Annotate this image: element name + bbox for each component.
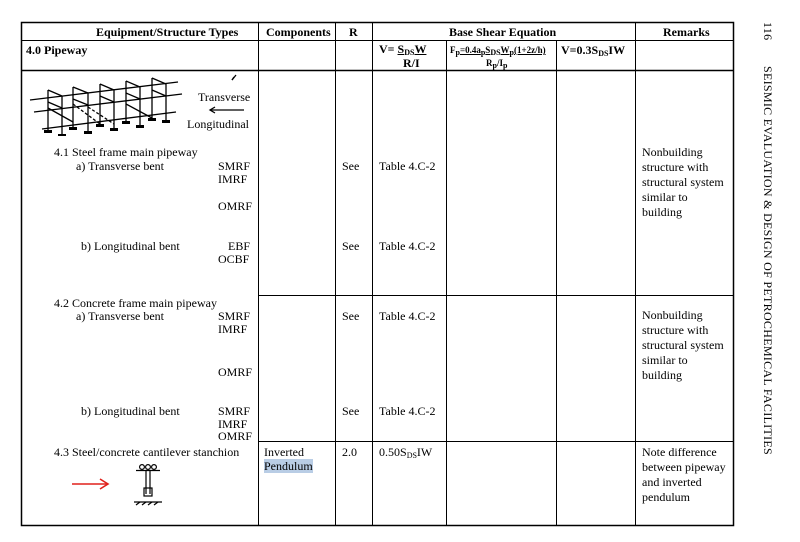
s42-title: 4.2 Concrete frame main pipeway xyxy=(54,296,217,310)
s42-r-b: See xyxy=(342,404,360,418)
equation-fp-denominator: Rp/Ip xyxy=(486,58,508,70)
section-title: 4.0 Pipeway xyxy=(26,43,88,57)
s41-r-b: See xyxy=(342,239,360,253)
s42-remark: Nonbuilding structure with structural system similar to building xyxy=(642,308,724,382)
stanchion-illustration xyxy=(66,458,166,514)
s41-ref-b: Table 4.C-2 xyxy=(379,239,436,253)
s42-longitudinal-bent: b) Longitudinal bent xyxy=(81,404,180,418)
s43-remark: Note difference between pipeway and inverted pendulum xyxy=(642,445,726,504)
s43-r-value: 2.0 xyxy=(342,445,357,459)
s42-ref-a: Table 4.C-2 xyxy=(379,309,436,323)
running-header xyxy=(755,22,775,455)
equation-fp-numerator: Fp=0.4apSDSWp(1+2z/h) xyxy=(450,45,546,57)
s41-title: 4.1 Steel frame main pipeway xyxy=(54,145,198,159)
s41-ref-a: Table 4.C-2 xyxy=(379,159,436,173)
s41-longitudinal-bent: b) Longitudinal bent xyxy=(81,239,180,253)
s43-equation: $0.50S_{DS}IW$ xyxy=(379,445,433,460)
s42-transverse-bent: a) Transverse bent xyxy=(76,309,164,323)
s41-system-imrf: IMRF xyxy=(218,172,248,186)
s42-system-b-smrf: SMRF xyxy=(218,404,251,418)
header-remarks: Remarks xyxy=(663,25,710,39)
equation-v-minimum: $V=0.3S_{DS}IW$ xyxy=(561,43,626,58)
s41-system-ocbf: OCBF xyxy=(218,252,250,266)
s41-remark: Nonbuilding structure with structural system similar to building xyxy=(642,145,724,219)
equation-v-denominator: R/I xyxy=(403,56,420,70)
s41-transverse-bent: a) Transverse bent xyxy=(76,159,164,173)
s42-system-smrf: SMRF xyxy=(218,309,251,323)
header-components: Components xyxy=(266,25,331,39)
s42-system-omrf: OMRF xyxy=(218,365,253,379)
header-types: Equipment/Structure Types xyxy=(96,25,239,39)
longitudinal-direction-label: Longitudinal xyxy=(187,117,249,131)
s41-r-a: See xyxy=(342,159,360,173)
s43-component-inverted: Inverted xyxy=(264,445,304,459)
s43-component-pendulum-highlighted[interactable]: Pendulum xyxy=(264,459,313,473)
s43-title: 4.3 Steel/concrete cantilever stanchion xyxy=(54,445,240,459)
red-arrow-icon xyxy=(72,479,108,489)
header-r: R xyxy=(349,25,358,39)
s41-system-smrf: SMRF xyxy=(218,159,251,173)
s42-system-b-omrf: OMRF xyxy=(218,429,253,443)
s41-system-ebf: EBF xyxy=(228,239,251,253)
s41-system-omrf: OMRF xyxy=(218,199,253,213)
s42-system-b-imrf: IMRF xyxy=(218,417,248,431)
page-number: 116 xyxy=(761,22,775,41)
s42-system-imrf: IMRF xyxy=(218,322,248,336)
header-base-shear: Base Shear Equation xyxy=(449,25,557,39)
running-title: SEISMIC EVALUATION & DESIGN OF PETROCHEMICAL FACILITIES xyxy=(761,65,775,455)
s42-ref-b: Table 4.C-2 xyxy=(379,404,436,418)
equation-v-numerator: $V= S_{DS}W$ xyxy=(379,42,427,57)
s42-r-a: See xyxy=(342,309,360,323)
transverse-direction-label: Transverse xyxy=(198,90,251,104)
